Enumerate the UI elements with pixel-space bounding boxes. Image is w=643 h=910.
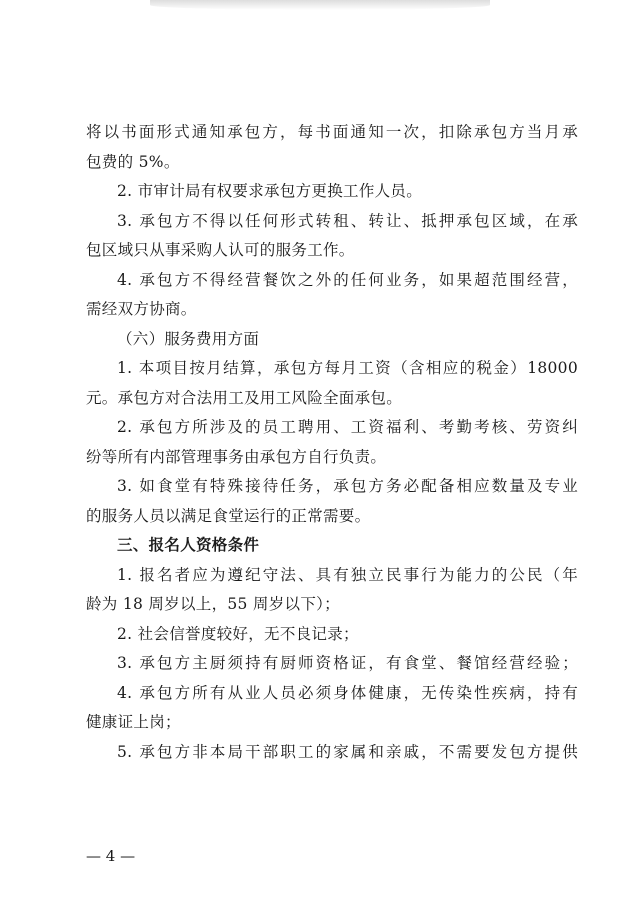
section-heading: 三、报名人资格条件 bbox=[117, 536, 260, 554]
section-heading: （六）服务费用方面 bbox=[117, 329, 260, 348]
paragraph-line: 纷等所有内部管理事务由承包方自行负责。 bbox=[86, 447, 387, 466]
paragraph-line: 1. 报名者应为遵纪守法、具有独立民事行为能力的公民（年 bbox=[117, 565, 578, 584]
page-number: — 4 — bbox=[86, 847, 136, 865]
document-body bbox=[86, 118, 578, 767]
paragraph-line: 将以书面形式通知承包方，每书面通知一次，扣除承包方当月承 bbox=[86, 123, 578, 141]
paragraph-line: 3. 承包方主厨须持有厨师资格证，有食堂、餐馆经营经验； bbox=[117, 654, 578, 672]
paragraph-line: 4. 承包方所有从业人员必须身体健康，无传染性疾病，持有 bbox=[117, 683, 578, 702]
scan-shadow bbox=[150, 0, 490, 10]
paragraph-line: 需经双方协商。 bbox=[86, 300, 197, 318]
paragraph-line: 包费的 5%。 bbox=[86, 152, 180, 171]
paragraph-line: 元。承包方对合法用工及用工风险全面承包。 bbox=[86, 388, 403, 407]
paragraph-line: 3. 承包方不得以任何形式转租、转让、抵押承包区域，在承 bbox=[117, 211, 578, 230]
paragraph-line: 龄为 18 周岁以上，55 周岁以下）； bbox=[86, 595, 340, 613]
paragraph-line: 2. 承包方所涉及的员工聘用、工资福利、考勤考核、劳资纠 bbox=[117, 418, 578, 436]
paragraph-line: 5. 承包方非本局干部职工的家属和亲戚，不需要发包方提供 bbox=[117, 742, 578, 761]
paragraph-line: 4. 承包方不得经营餐饮之外的任何业务，如果超范围经营， bbox=[117, 270, 578, 289]
paragraph-line: 2. 市审计局有权要求承包方更换工作人员。 bbox=[117, 182, 423, 200]
paragraph-line: 3. 如食堂有特殊接待任务，承包方务必配备相应数量及专业 bbox=[117, 477, 578, 495]
paragraph-line: 的服务人员以满足食堂运行的正常需要。 bbox=[86, 506, 371, 525]
paragraph-line: 2. 社会信誉度较好，无不良记录； bbox=[117, 624, 359, 643]
paragraph-line: 包区域只从事采购人认可的服务工作。 bbox=[86, 241, 355, 259]
paragraph-line: 1. 本项目按月结算，承包方每月工资（含相应的税金）18000 bbox=[117, 359, 578, 377]
paragraph-line: 健康证上岗； bbox=[86, 713, 181, 731]
